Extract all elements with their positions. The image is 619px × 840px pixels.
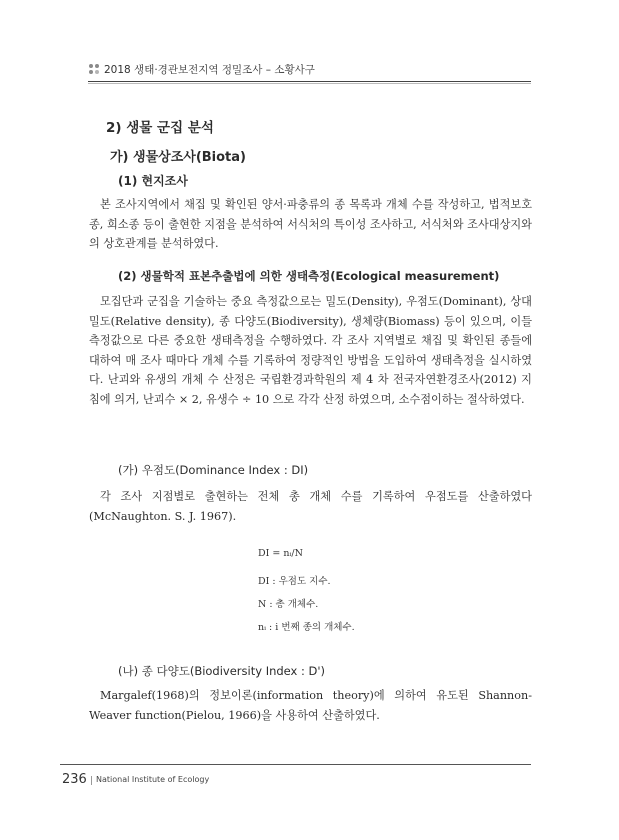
footer-institute: National Institute of Ecology xyxy=(96,775,210,784)
running-header: 2018 생태·경관보전지역 정밀조사 – 소황사구 xyxy=(104,64,315,76)
dominance-index-paragraph: 각 조사 지점별로 출현하는 전체 총 개체 수를 기록하여 우점도를 산출하였다(McNaughton. S. J. 1967). xyxy=(89,490,532,523)
header-rule xyxy=(88,81,531,82)
dominance-formula: DI = nᵢ/N xyxy=(258,548,303,559)
section-heading: 2) 생물 군집 분석 xyxy=(106,120,214,136)
header-rule-thin xyxy=(88,83,531,84)
biodiversity-index-paragraph: Margalef(1968)의 정보이론(information theory)에 의하여 유도된 Shannon-Weaver function(Pielou, 1966)을 사용하여 산출하였다. xyxy=(89,689,532,722)
footer-rule xyxy=(60,764,531,765)
field-survey-paragraph: 본 조사지역에서 채집 및 확인된 양서·파충류의 종 목록과 개체 수를 작성하고, 법적보호종, 희소종 등이 출현한 지점을 분석하여 서식처의 특이성 조사하고, 서식처와 조사대상지와의 상호관계를 분석하였다. xyxy=(89,198,532,250)
ecological-measurement-heading: (2) 생물학적 표본추출법에 의한 생태측정(Ecological measurement) xyxy=(118,269,500,283)
formula-definition-n: N : 총 개체수. xyxy=(258,599,319,610)
subsection-heading: 가) 생물상조사(Biota) xyxy=(110,150,246,165)
biodiversity-index-heading: (나) 종 다양도(Biodiversity Index : D') xyxy=(118,664,326,678)
footer-separator xyxy=(91,776,92,785)
field-survey-heading: (1) 현지조사 xyxy=(118,174,188,188)
page-number: 236 xyxy=(62,772,87,787)
formula-definition-ni: nᵢ : i 번째 종의 개체수. xyxy=(258,622,355,633)
dominance-index-heading: (가) 우점도(Dominance Index : DI) xyxy=(118,463,309,477)
ecological-measurement-paragraph: 모집단과 군집을 기술하는 중요 측정값으로는 밀도(Density), 우점도(Dominant), 상대밀도(Relative density), 종 다양도(Biodiversity), 생체량(Biomass) 등이 있으며, 이들 측정값으로 다른 중요한 생태측정을 수행하였다. 각 조사 지역별로 채집 및 확인된 종들에 대하여 매 조사 때마다 개체 수를 기록하여 정량적인 방법을 도입하여 생태측정을 실시하였다. 난괴와 유생의 개체 수 산정은 국립환경과학원의 제 4 차 전국자연환경조사(2012) 지침에 의거, 난괴수 × 2, 유생수 ÷ 10 으로 각각 산정 하였으며, 소수점이하는 절삭하였다. xyxy=(89,295,532,406)
header-dots-icon xyxy=(89,64,99,74)
formula-definition-di: DI : 우점도 지수. xyxy=(258,576,331,587)
